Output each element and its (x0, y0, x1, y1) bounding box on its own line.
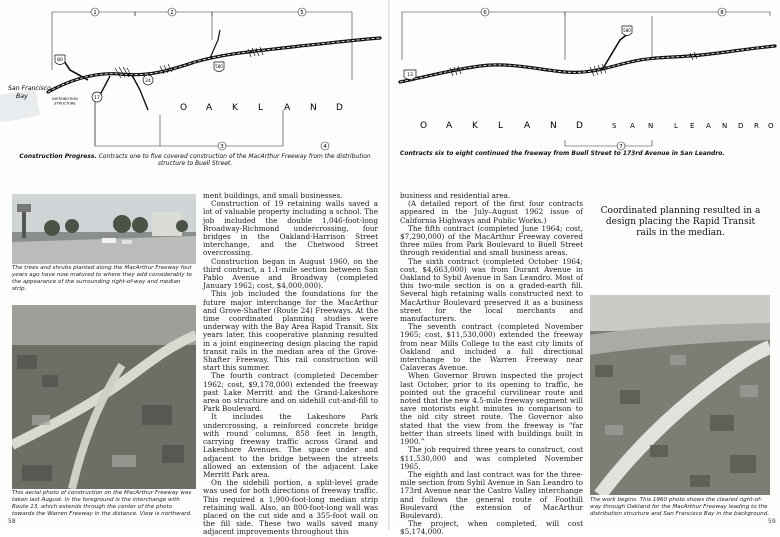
contract-6-marker (481, 8, 489, 16)
svg-text:L: L (498, 121, 504, 131)
distribution-label-line2: STRUCTURE (54, 101, 76, 106)
route-580-shield (214, 62, 224, 72)
svg-text:580: 580 (623, 28, 631, 33)
right-photo-caption: The work begins. This 1960 photo shows the cleared right-of-way through Oakland for the MacArthur Freeway leading to the distribution structure and San Francisco Bay in the background. (590, 497, 770, 517)
svg-text:17: 17 (94, 96, 100, 101)
svg-text:O: O (180, 103, 188, 113)
freeway-route-line-right (400, 46, 775, 82)
svg-text:A: A (706, 122, 711, 130)
contract-2-marker (168, 8, 176, 16)
contract-5-marker (298, 8, 306, 16)
distribution-label-line1: DISTRIBUTION (52, 97, 78, 101)
svg-text:D: D (576, 121, 583, 131)
bay-label-line1: San Francisco (8, 85, 51, 92)
svg-text:580: 580 (215, 64, 223, 69)
contract-7-marker (617, 142, 625, 150)
oakland-label (180, 103, 343, 113)
svg-text:R: R (754, 122, 759, 130)
svg-text:A: A (206, 103, 213, 113)
pull-quote: Coordinated planning resulted in a design placing the Rapid Transit rails in the median. (600, 206, 761, 238)
right-page-number: 59 (768, 518, 776, 525)
svg-text:80: 80 (57, 58, 63, 63)
svg-text:L: L (258, 103, 264, 113)
svg-text:L: L (674, 122, 678, 130)
svg-text:6: 6 (483, 10, 487, 17)
svg-text:D: D (336, 103, 343, 113)
left-route-map (0, 0, 390, 160)
svg-text:N: N (310, 103, 317, 113)
contract-3-marker (218, 142, 226, 150)
svg-text:D: D (738, 122, 744, 130)
oakland-label-right (420, 121, 583, 131)
svg-text:S: S (612, 122, 617, 130)
svg-text:1: 1 (93, 10, 97, 17)
left-map-caption: Construction Progress. Contracts one to five covered construction of the MacArthur Freeway from the distribution structure to Buell Street. (19, 153, 371, 168)
route-24-shield (143, 75, 153, 85)
right-photo-aerial (590, 295, 770, 495)
svg-text:N: N (648, 122, 654, 130)
svg-text:13: 13 (407, 73, 413, 78)
san-leandro-label (612, 122, 774, 130)
svg-text:K: K (472, 121, 478, 131)
svg-text:N: N (722, 122, 728, 130)
left-photo-aerial-caption: This aerial photo of construction on the MacArthur Freeway was taken last August. In the foreground is the interchange with Route 13, which extends through the center of the photo towards the Warren Freeway in the distance. View is northward. (12, 490, 192, 517)
svg-text:5: 5 (300, 10, 304, 17)
contract-8-marker (718, 8, 726, 16)
left-photo-trees-caption: The trees and shrubs planted along the MacArthur Freeway four years ago have now matured to where they add considerably to the appearance of the surrounding right-of-way and median strip. (12, 265, 192, 292)
svg-text:3: 3 (220, 144, 224, 151)
route-80-shield (55, 55, 65, 65)
svg-text:A: A (446, 121, 453, 131)
left-photo-trees (12, 194, 196, 264)
svg-text:E: E (690, 122, 695, 130)
right-page (390, 0, 780, 537)
bay-label-line2: Bay (16, 93, 28, 100)
svg-text:2: 2 (170, 10, 174, 17)
svg-text:O: O (768, 122, 774, 130)
left-photo-aerial (12, 305, 196, 489)
svg-text:A: A (630, 122, 635, 130)
route-17-shield (92, 92, 102, 102)
route-580-shield-right (622, 26, 632, 36)
svg-text:24: 24 (145, 79, 151, 84)
route-13-shield (404, 70, 416, 80)
left-page-number: 58 (8, 518, 16, 525)
right-map-caption: Contracts six to eight continued the freeway from Buell Street to 173rd Avenue in San Leandro. (400, 150, 725, 157)
svg-text:8: 8 (720, 10, 724, 17)
right-route-map (390, 0, 780, 160)
svg-text:7: 7 (619, 144, 623, 151)
svg-text:K: K (232, 103, 238, 113)
svg-text:N: N (550, 121, 557, 131)
svg-text:O: O (420, 121, 428, 131)
left-body-column: ment buildings, and small businesses. Construction of 19 retaining walls saved a lot of valuable property including a school. The job included the double 1,046-foot-long Broadway-Richmond undercrossing, four bridges in the Oakland-Harrison Street interchange, and the Chetwood Street overcrossing. Construction began in August 1960, on the third contract, a 1.1-mile section between San Pablo Avenue and Broadway (completed January 1962; cost, $4,000,000). This job included the foundations for the future major interchange for the MacArthur and Grove-Shafter (Route 24) Freeways. At the time coordinated planning studies were underway with the Bay Area Rapid Transit. Six years later, this cooperative planning resulted in a joint engineering design placing the rapid transit rails in the median area of the Grove-Shafter Freeway. This rail construction will start this summer. The fourth contract (completed December 1962; cost, $9,178,000) extended the freeway past Lake Merritt and the Grand-Lakeshore area on structure and on sidehill cut-and-fill to Park Boulevard. It includes the Lakeshore Park undercrossing, a reinforced concrete bridge with round columns, 858 feet in length, carrying freeway traffic across Grand and Lakeshore Avenues. The space under and adjacent to the bridge between the streets allowed an extension of the adjacent Lake Merritt Park area. On the sidehill portion, a split-level grade was used for both directions of freeway traffic. This required a 1,900-foot-long median strip retaining wall. Also, an 800-foot-long wall was placed on the cut side and a 355-foot wall on the fill side. These two walls saved many adjacent improvements throughout this (203, 191, 378, 537)
svg-text:4: 4 (323, 144, 327, 151)
right-body-column: business and residential area. (A detailed report of the first four contracts appeared in the July–August 1962 issue of California Highways and Public Works.) The fifth contract (completed June 1964; cost, $7,290,000) of the MacArthur Freeway covered three miles from Park Boulevard to Buell Street through residential and small business areas. The sixth contract (completed October 1964; cost, $4,663,000) was from Durant Avenue in Oakland to Sybil Avenue in San Leandro. Most of this two-mile section is on a graded-earth fill. Several high retaining walls constructed next to MacArthur Boulevard preserved it as a business street for the local merchants and manufacturers. The seventh contract (completed November 1965; cost, $11,530,000) extended the freeway from near Mills College to the east city limits of Oakland and included a full directional interchange to the Warren Freeway near Calaveras Avenue. When Governor Brown inspected the project last October, prior to its opening to traffic, he pointed out the graceful curvilinear route and noted that the new 4.5-mile freeway segment will save motorists eight minutes in comparison to the old city street route. The Governor also stated that the view from the freeway is “far better than streets lined with buildings built in 1900.” The job required three years to construct, cost $11,530,000 and was completed November 1965. The eighth and last contract was for the three-mile section from Sybil Avenue in San Leandro to 173rd Avenue near the Castro Valley interchange and follows the general route of Foothill Boulevard (the extension of MacArthur Boulevard). The project, when completed, will cost $5,174,000. (400, 191, 583, 537)
svg-text:A: A (524, 121, 531, 131)
svg-text:A: A (284, 103, 291, 113)
contract-1-marker (91, 8, 99, 16)
contract-4-marker (321, 142, 329, 150)
